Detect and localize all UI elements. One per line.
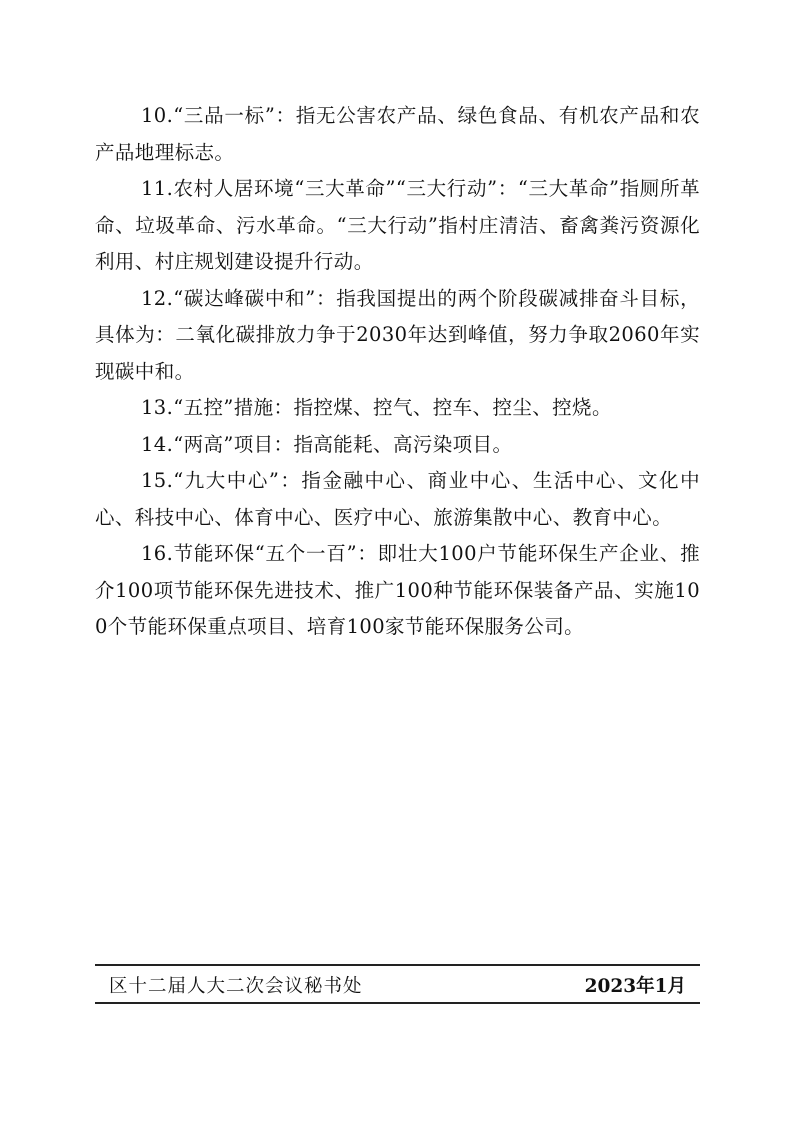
- glossary-item-15: 15.“九大中心”：指金融中心、商业中心、生活中心、文化中心、科技中心、体育中心、医疗中心、旅游集散中心、教育中心。: [95, 469, 700, 529]
- footer-issuer: 区十二届人大二次会议秘书处: [109, 976, 363, 997]
- glossary-item-10: 10.“三品一标”：指无公害农产品、绿色食品、有机农产品和农产品地理标志。: [95, 104, 700, 164]
- glossary-item-13: 13.“五控”措施：指控煤、控气、控车、控尘、控烧。: [141, 396, 612, 419]
- glossary-body: [95, 98, 700, 646]
- footer-date: 2023年1月: [584, 976, 686, 997]
- glossary-item-11: 11.农村人居环境“三大革命”“三大行动”：“三大革命”指厕所革命、垃圾革命、污水革命。“三大行动”指村庄清洁、畜禽粪污资源化利用、村庄规划建设提升行动。: [95, 177, 700, 273]
- glossary-item-14: 14.“两高”项目：指高能耗、高污染项目。: [141, 432, 513, 456]
- document-footer: [95, 964, 700, 1004]
- glossary-item-16: 16.节能环保“五个一百”：即壮大100户节能环保生产企业、推介100项节能环保先进技术、推广100种节能环保装备产品、实施100个节能环保重点项目、培育100家节能环保服务公司。: [95, 542, 700, 638]
- glossary-item-12: 12.“碳达峰碳中和”：指我国提出的两个阶段碳减排奋斗目标，具体为：二氧化碳排放力争于2030年达到峰值，努力争取2060年实现碳中和。: [95, 286, 700, 383]
